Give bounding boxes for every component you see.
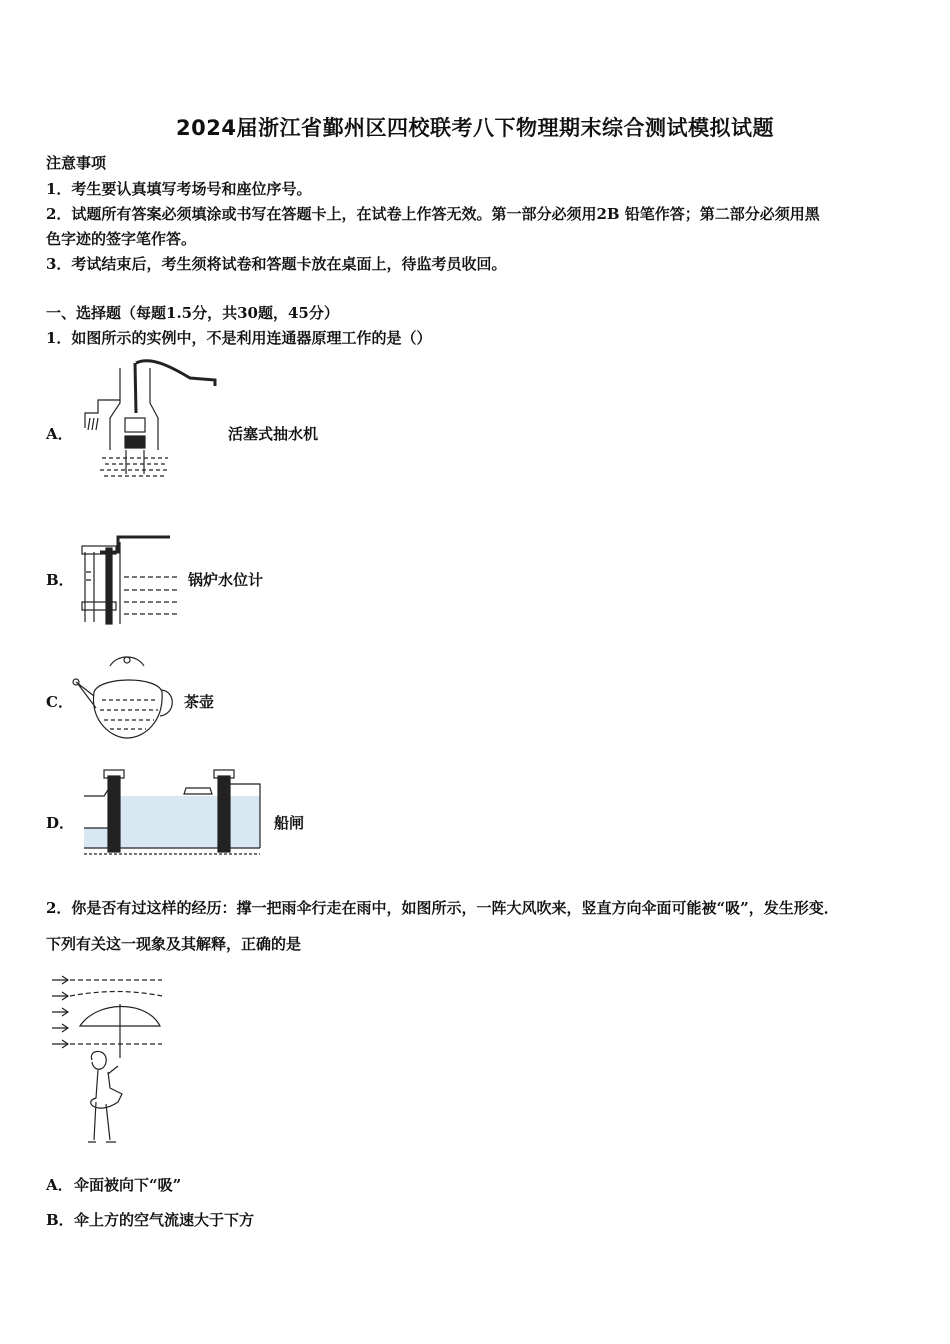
option-b-letter: B． [46, 1211, 74, 1229]
page-title: 2024届浙江省鄞州区四校联考八下物理期末综合测试模拟试题 [176, 116, 774, 140]
question-2-stem-line1: 2．你是否有过这样的经历：撑一把雨伞行走在雨中，如图所示，一阵大风吹来，竖直方向伞面可能被“吸”，发生形变． [46, 899, 839, 917]
option-d-label: 船闸 [274, 814, 305, 832]
piston-pump-illustration [80, 358, 220, 482]
option-a-label: 伞面被向下“吸” [74, 1176, 182, 1194]
notice-item: 2．试题所有答案必须填涂或书写在答题卡上，在试卷上作答无效。第一部分必须用2B 铅笔作答；第二部分必须用黑 [46, 205, 820, 223]
notice-item: 3．考试结束后，考生须将试卷和答题卡放在桌面上，待监考员收回。 [46, 255, 507, 273]
teapot-illustration [72, 652, 182, 742]
option-a-letter: A． [46, 425, 73, 443]
question-2-stem-line2: 下列有关这一现象及其解释，正确的是 [46, 935, 302, 953]
option-b-label: 锅炉水位计 [188, 571, 264, 589]
section-heading: 一、选择题（每题1.5分，共30题，45分） [46, 304, 339, 322]
notice-item: 1．考生要认真填写考场号和座位序号。 [46, 180, 312, 198]
option-c-letter: C． [46, 693, 73, 711]
notice-heading: 注意事项 [46, 154, 107, 172]
ship-lock-illustration [84, 766, 262, 862]
umbrella-wind-illustration [52, 970, 170, 1154]
question-1-stem: 1．如图所示的实例中，不是利用连通器原理工作的是（） [46, 329, 432, 347]
option-b-label: 伞上方的空气流速大于下方 [74, 1211, 255, 1229]
option-b-letter: B． [46, 571, 74, 589]
option-a-letter: A． [46, 1176, 73, 1194]
option-c-label: 茶壶 [184, 693, 215, 711]
boiler-gauge-illustration [80, 532, 180, 628]
option-d-letter: D． [46, 814, 75, 832]
notice-item: 色字迹的签字笔作答。 [46, 230, 197, 248]
option-a-label: 活塞式抽水机 [228, 425, 319, 443]
